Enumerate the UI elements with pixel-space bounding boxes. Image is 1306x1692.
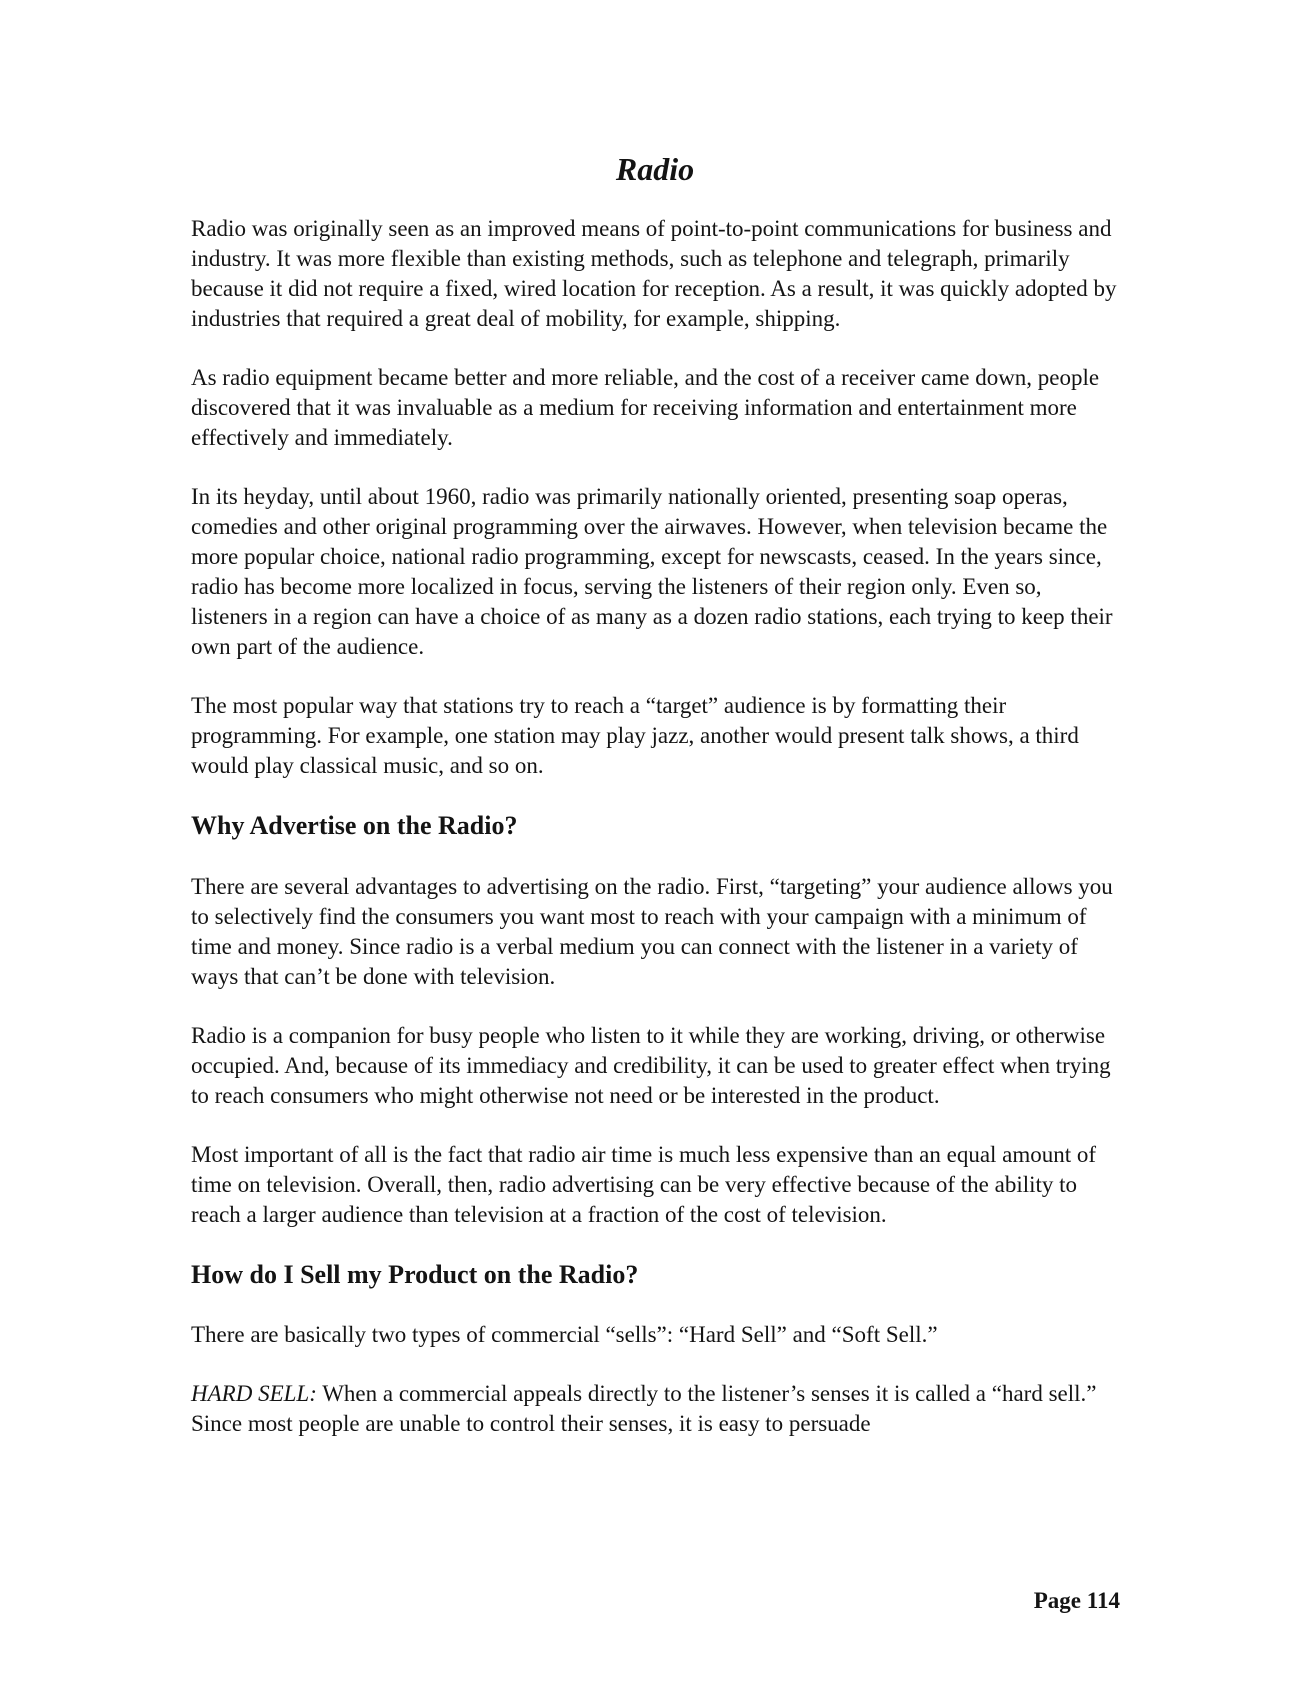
why-paragraph-3: Most important of all is the fact that radio air time is much less expensive than an equal amount of time on television. Overall, then, radio advertising can be very effective because of the ability to reach a larger audience than television at a fraction of the cost of television.	[191, 1141, 1097, 1227]
page-title: Radio	[615, 151, 695, 187]
how-paragraph-1: There are basically two types of commercial “sells”: “Hard Sell” and “Soft Sell.”	[191, 1321, 938, 1347]
page-content	[191, 150, 1119, 1468]
hard-sell-text: When a commercial appeals directly to the listener’s senses it is called a “hard sell.” Since most people are unable to control their senses, it is easy to persuade	[191, 1380, 1097, 1436]
why-paragraph-1: There are several advantages to advertising on the radio. First, “targeting” your audience allows you to selectively find the consumers you want most to reach with your campaign with a minimum of time and money. Since radio is a verbal medium you can connect with the listener in a variety of ways that can’t be done with television.	[191, 873, 1113, 989]
hard-sell-paragraph	[191, 1379, 1119, 1439]
page-number: Page 114	[1033, 1588, 1120, 1613]
intro-paragraph-1: Radio was originally seen as an improved means of point-to-point communications for business and industry. It was more flexible than existing methods, such as telephone and telegraph, primarily because it did not require a fixed, wired location for reception. As a result, it was quickly adopted by industries that required a great deal of mobility, for example, shipping.	[191, 216, 1117, 332]
intro-paragraph-3: In its heyday, until about 1960, radio was primarily nationally oriented, presenting soap operas, comedies and other original programming over the airwaves. However, when television became the more popular choice, national radio programming, except for newscasts, ceased. In the years since, radio has become more localized in focus, serving the listeners of their region only. Even so, listeners in a region can have a choice of as many as a dozen radio stations, each trying to keep their own part of the audience.	[191, 484, 1113, 660]
why-paragraph-2: Radio is a companion for busy people who listen to it while they are working, driving, or otherwise occupied. And, because of its immediacy and credibility, it can be used to greater effect when trying to reach consumers who might otherwise not need or be interested in the product.	[191, 1022, 1111, 1108]
section-heading-why-advertise: Why Advertise on the Radio?	[191, 811, 518, 841]
intro-paragraph-4: The most popular way that stations try to reach a “target” audience is by formatting their programming. For example, one station may play jazz, another would present talk shows, a third would play classical music, and so on.	[191, 693, 1079, 779]
intro-paragraph-2: As radio equipment became better and more reliable, and the cost of a receiver came down, people discovered that it was invaluable as a medium for receiving information and entertainment more effectively and immediately.	[191, 365, 1100, 451]
section-heading-how-to-sell: How do I Sell my Product on the Radio?	[191, 1259, 639, 1289]
hard-sell-lead: HARD SELL:	[191, 1380, 317, 1406]
